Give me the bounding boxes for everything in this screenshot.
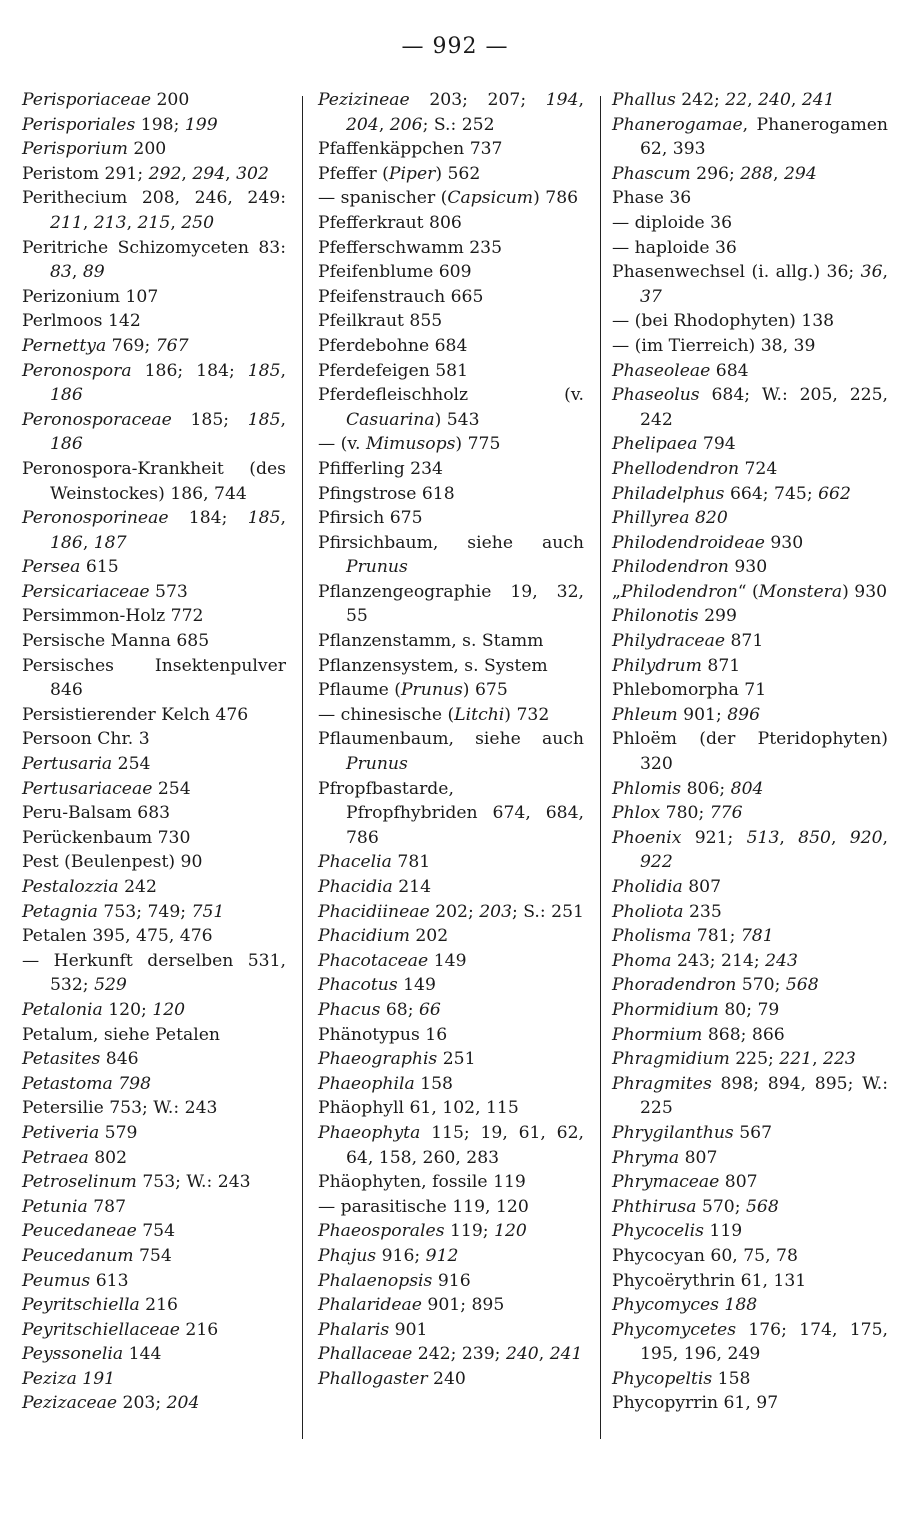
index-entry: Petiveria 579 <box>22 1122 138 1143</box>
index-entry: Phaeosporales 119; 120 <box>318 1221 527 1242</box>
index-entry: — haploide 36 <box>612 237 737 258</box>
index-entry: Phycocelis 119 <box>612 1221 743 1242</box>
index-entry: Pfeifenblume 609 <box>318 262 472 283</box>
index-entry: Peucedaneae 754 <box>22 1221 176 1242</box>
index-entry: Phaeographis 251 <box>318 1049 476 1070</box>
index-entry: Peucedanum 754 <box>22 1245 172 1266</box>
index-entry: Philonotis 299 <box>612 606 737 627</box>
index-entry: Phthirusa 570; 568 <box>612 1196 779 1217</box>
index-entry: Pflaumenbaum, siehe auch Prunus <box>318 729 584 775</box>
index-entry: Phoradendron 570; 568 <box>612 975 819 996</box>
index-entry: „Philodendron“ (Monstera) 930 <box>612 581 888 602</box>
index-entry: Phlox 780; 776 <box>612 803 743 824</box>
index-entry: Persicariaceae 573 <box>22 581 188 602</box>
index-entry: Persoon Chr. 3 <box>22 729 150 750</box>
index-entry: Persistierender Kelch 476 <box>22 704 249 725</box>
index-entry: Pfifferling 234 <box>318 458 443 479</box>
index-entry: Phycocyan 60, 75, 78 <box>612 1245 798 1266</box>
index-entry: Peyritschiella 216 <box>22 1295 178 1316</box>
index-entry: — parasitische 119, 120 <box>318 1196 529 1217</box>
index-entry: Petasites 846 <box>22 1049 139 1070</box>
index-entry: Peritriche Schizomyceten 83: 83, 89 <box>22 237 286 283</box>
index-entry: Philadelphus 664; 745; 662 <box>612 483 851 504</box>
index-entry: Phryma 807 <box>612 1147 718 1168</box>
index-entry: Phoenix 921; 513, 850, 920, 922 <box>612 827 888 873</box>
index-entry: Phelipaea 794 <box>612 434 736 455</box>
index-entry: Phänotypus 16 <box>318 1024 448 1045</box>
index-entry: — (bei Rhodophyten) 138 <box>612 311 835 332</box>
index-entry: Phacidiineae 202; 203; S.: 251 <box>318 901 584 922</box>
index-entry: Philodendroideae 930 <box>612 532 804 553</box>
index-entry: Pfirsich 675 <box>318 508 423 529</box>
index-entry: — Herkunft derselben 531, 532; 529 <box>22 950 286 996</box>
index-entry: Pfropfbastarde, Pfropfhybriden 674, 684, 786 <box>318 778 584 848</box>
index-entry: Pfirsichbaum, siehe auch Prunus <box>318 532 584 578</box>
index-entry: Peumus 613 <box>22 1270 129 1291</box>
index-entry: Perithecium 208, 246, 249: 211, 213, 215, 250 <box>22 188 286 233</box>
index-entry: Perizonium 107 <box>22 286 159 307</box>
index-entry: Peronosporaceae 185; 185, 186 <box>22 409 286 455</box>
index-entry: Phalaris 901 <box>318 1319 428 1340</box>
index-entry: Phellodendron 724 <box>612 458 778 479</box>
index-entry: Phaeophyta 115; 19, 61, 62, 64, 158, 260, 283 <box>318 1122 584 1168</box>
index-entry: Phäophyten, fossile 119 <box>318 1172 526 1193</box>
index-entry: — (im Tierreich) 38, 39 <box>612 335 816 356</box>
index-entry: Pfeffer (Piper) 562 <box>318 163 481 184</box>
index-entry: Pferdefeigen 581 <box>318 360 469 381</box>
index-entry: — (v. Mimusops) 775 <box>318 434 501 455</box>
index-entry: Phleum 901; 896 <box>612 704 761 725</box>
index-entry: Phaeophila 158 <box>318 1073 453 1094</box>
index-entry: Phycoërythrin 61, 131 <box>612 1270 807 1291</box>
page-number: — 992 — <box>401 34 509 59</box>
index-entry: Pfaffenkäppchen 737 <box>318 139 503 160</box>
index-entry: Pholisma 781; 781 <box>612 926 774 947</box>
index-entry: Pferdebohne 684 <box>318 335 468 356</box>
index-entry: Peyritschiellaceae 216 <box>22 1319 219 1340</box>
index-entry: Pfefferschwamm 235 <box>318 237 503 258</box>
index-entry: Pflanzengeographie 19, 32, 55 <box>318 581 584 627</box>
index-entry: Pestalozzia 242 <box>22 877 157 897</box>
index-entry: Phormium 868; 866 <box>612 1024 785 1045</box>
index-entry: Pezizaceae 203; 204 <box>22 1393 200 1414</box>
index-entry: Peyssonelia 144 <box>22 1344 162 1365</box>
index-entry: Persea 615 <box>22 557 119 578</box>
index-entry: — chinesische (Litchi) 732 <box>318 704 550 725</box>
index-entry: Persisches Insektenpulver 846 <box>22 655 286 701</box>
column-divider <box>302 96 303 1439</box>
index-entry: Persische Manna 685 <box>22 631 210 652</box>
index-entry: Pezizineae 203; 207; 194, 204, 206; S.: 252 <box>318 90 584 135</box>
index-entry: Phäophyll 61, 102, 115 <box>318 1098 519 1119</box>
index-entry: Peronospora 186; 184; 185, 186 <box>22 360 286 406</box>
index-entry: Pflanzensystem, s. System <box>318 655 548 676</box>
index-entry: Phacotaceae 149 <box>318 950 467 971</box>
index-entry: Phallaceae 242; 239; 240, 241 <box>318 1344 583 1365</box>
index-entry: Pfefferkraut 806 <box>318 212 462 233</box>
index-entry: Perisporiaceae 200 <box>22 90 190 110</box>
index-entry: Peziza 191 <box>22 1368 116 1389</box>
index-entry: Phrygilanthus 567 <box>612 1122 773 1143</box>
index-entry: Phaseolus 684; W.: 205, 225, 242 <box>612 385 888 430</box>
index-entry: — spanischer (Capsicum) 786 <box>318 188 579 209</box>
index-entry: Pfeifenstrauch 665 <box>318 286 484 307</box>
index-entry: Petalen 395, 475, 476 <box>22 926 213 947</box>
index-entry: Phacelia 781 <box>318 852 431 873</box>
index-entry: Pest (Beulenpest) 90 <box>22 852 203 873</box>
index-entry: Phycomyces 188 <box>612 1295 758 1316</box>
index-entry: Perisporium 200 <box>22 139 167 160</box>
index-entry: Phasenwechsel (i. allg.) 36; 36, 37 <box>612 262 888 307</box>
index-entry: Phalaenopsis 916 <box>318 1270 471 1291</box>
index-entry: Phase 36 <box>612 188 692 209</box>
index-entry: — diploide 36 <box>612 212 733 233</box>
index-entry: Phrymaceae 807 <box>612 1172 758 1193</box>
index-entry: Peronospora-Krankheit (des Weinstockes) 186, 744 <box>22 458 286 504</box>
index-entry: Phragmidium 225; 221, 223 <box>612 1049 856 1070</box>
index-entry: Petalum, siehe Petalen <box>22 1024 220 1045</box>
index-entry: Phaseoleae 684 <box>612 360 749 381</box>
column-divider <box>600 96 601 1439</box>
index-entry: Petastoma 798 <box>22 1073 152 1094</box>
index-entry: Petunia 787 <box>22 1196 127 1217</box>
index-entry: Phlebomorpha 71 <box>612 680 767 701</box>
index-entry: Phycopyrrin 61, 97 <box>612 1393 779 1414</box>
index-entry: Phragmites 898; 894, 895; W.: 225 <box>612 1073 888 1119</box>
index-entry: Perlmoos 142 <box>22 311 141 332</box>
index-entry: Phycomycetes 176; 174, 175, 195, 196, 249 <box>612 1319 888 1365</box>
index-entry: Phalarideae 901; 895 <box>318 1295 505 1316</box>
index-entry: Peru-Balsam 683 <box>22 803 171 824</box>
index-entry: Phycopeltis 158 <box>612 1368 751 1389</box>
index-entry: Phillyrea 820 <box>612 508 728 529</box>
index-entry: Petalonia 120; 120 <box>22 999 186 1020</box>
index-entry: Philydrum 871 <box>612 655 741 676</box>
index-entry: Petroselinum 753; W.: 243 <box>22 1172 251 1193</box>
index-entry: Pholidia 807 <box>612 877 722 897</box>
index-entry: Petersilie 753; W.: 243 <box>22 1098 218 1119</box>
index-entry: Pflanzenstamm, s. Stamm <box>318 631 544 652</box>
index-entry: Pfingstrose 618 <box>318 483 455 504</box>
index-entry: Phallogaster 240 <box>318 1368 466 1389</box>
index-column-2 <box>318 88 584 1391</box>
index-entry: Phascum 296; 288, 294 <box>612 163 817 184</box>
index-entry: Phacotus 149 <box>318 975 436 996</box>
index-entry: Pferdefleischholz (v. Casuarina) 543 <box>318 385 584 430</box>
index-entry: Pernettya 769; 767 <box>22 335 189 356</box>
index-entry: Phacidium 202 <box>318 926 449 947</box>
index-entry: Peristom 291; 292, 294, 302 <box>22 163 269 184</box>
index-entry: Peronosporineae 184; 185, 186, 187 <box>22 508 286 553</box>
index-column-1 <box>22 88 286 1416</box>
index-entry: Philydraceae 871 <box>612 631 764 652</box>
index-entry: Phacidia 214 <box>318 877 432 897</box>
index-entry: Pertusaria 254 <box>22 754 151 775</box>
index-entry: Petraea 802 <box>22 1147 128 1168</box>
index-entry: Persimmon-Holz 772 <box>22 606 204 627</box>
index-entry: Phanerogamae, Phanerogamen 62, 393 <box>612 114 888 160</box>
index-entry: Phacus 68; 66 <box>318 999 441 1020</box>
index-entry: Phallus 242; 22, 240, 241 <box>612 90 835 110</box>
index-entry: Pfeilkraut 855 <box>318 311 443 332</box>
index-entry: Pholiota 235 <box>612 901 722 922</box>
index-entry: Pflaume (Prunus) 675 <box>318 680 508 701</box>
index-entry: Pertusariaceae 254 <box>22 778 191 799</box>
index-entry: Phormidium 80; 79 <box>612 999 780 1020</box>
index-entry: Phoma 243; 214; 243 <box>612 950 798 971</box>
index-entry: Perisporiales 198; 199 <box>22 114 218 135</box>
index-entry: Phloëm (der Pteridophyten) 320 <box>612 729 888 775</box>
index-entry: Petagnia 753; 749; 751 <box>22 901 225 922</box>
index-entry: Perückenbaum 730 <box>22 827 191 848</box>
index-entry: Phajus 916; 912 <box>318 1245 459 1266</box>
index-column-3 <box>612 88 888 1416</box>
index-entry: Phlomis 806; 804 <box>612 778 764 799</box>
index-entry: Philodendron 930 <box>612 557 768 578</box>
